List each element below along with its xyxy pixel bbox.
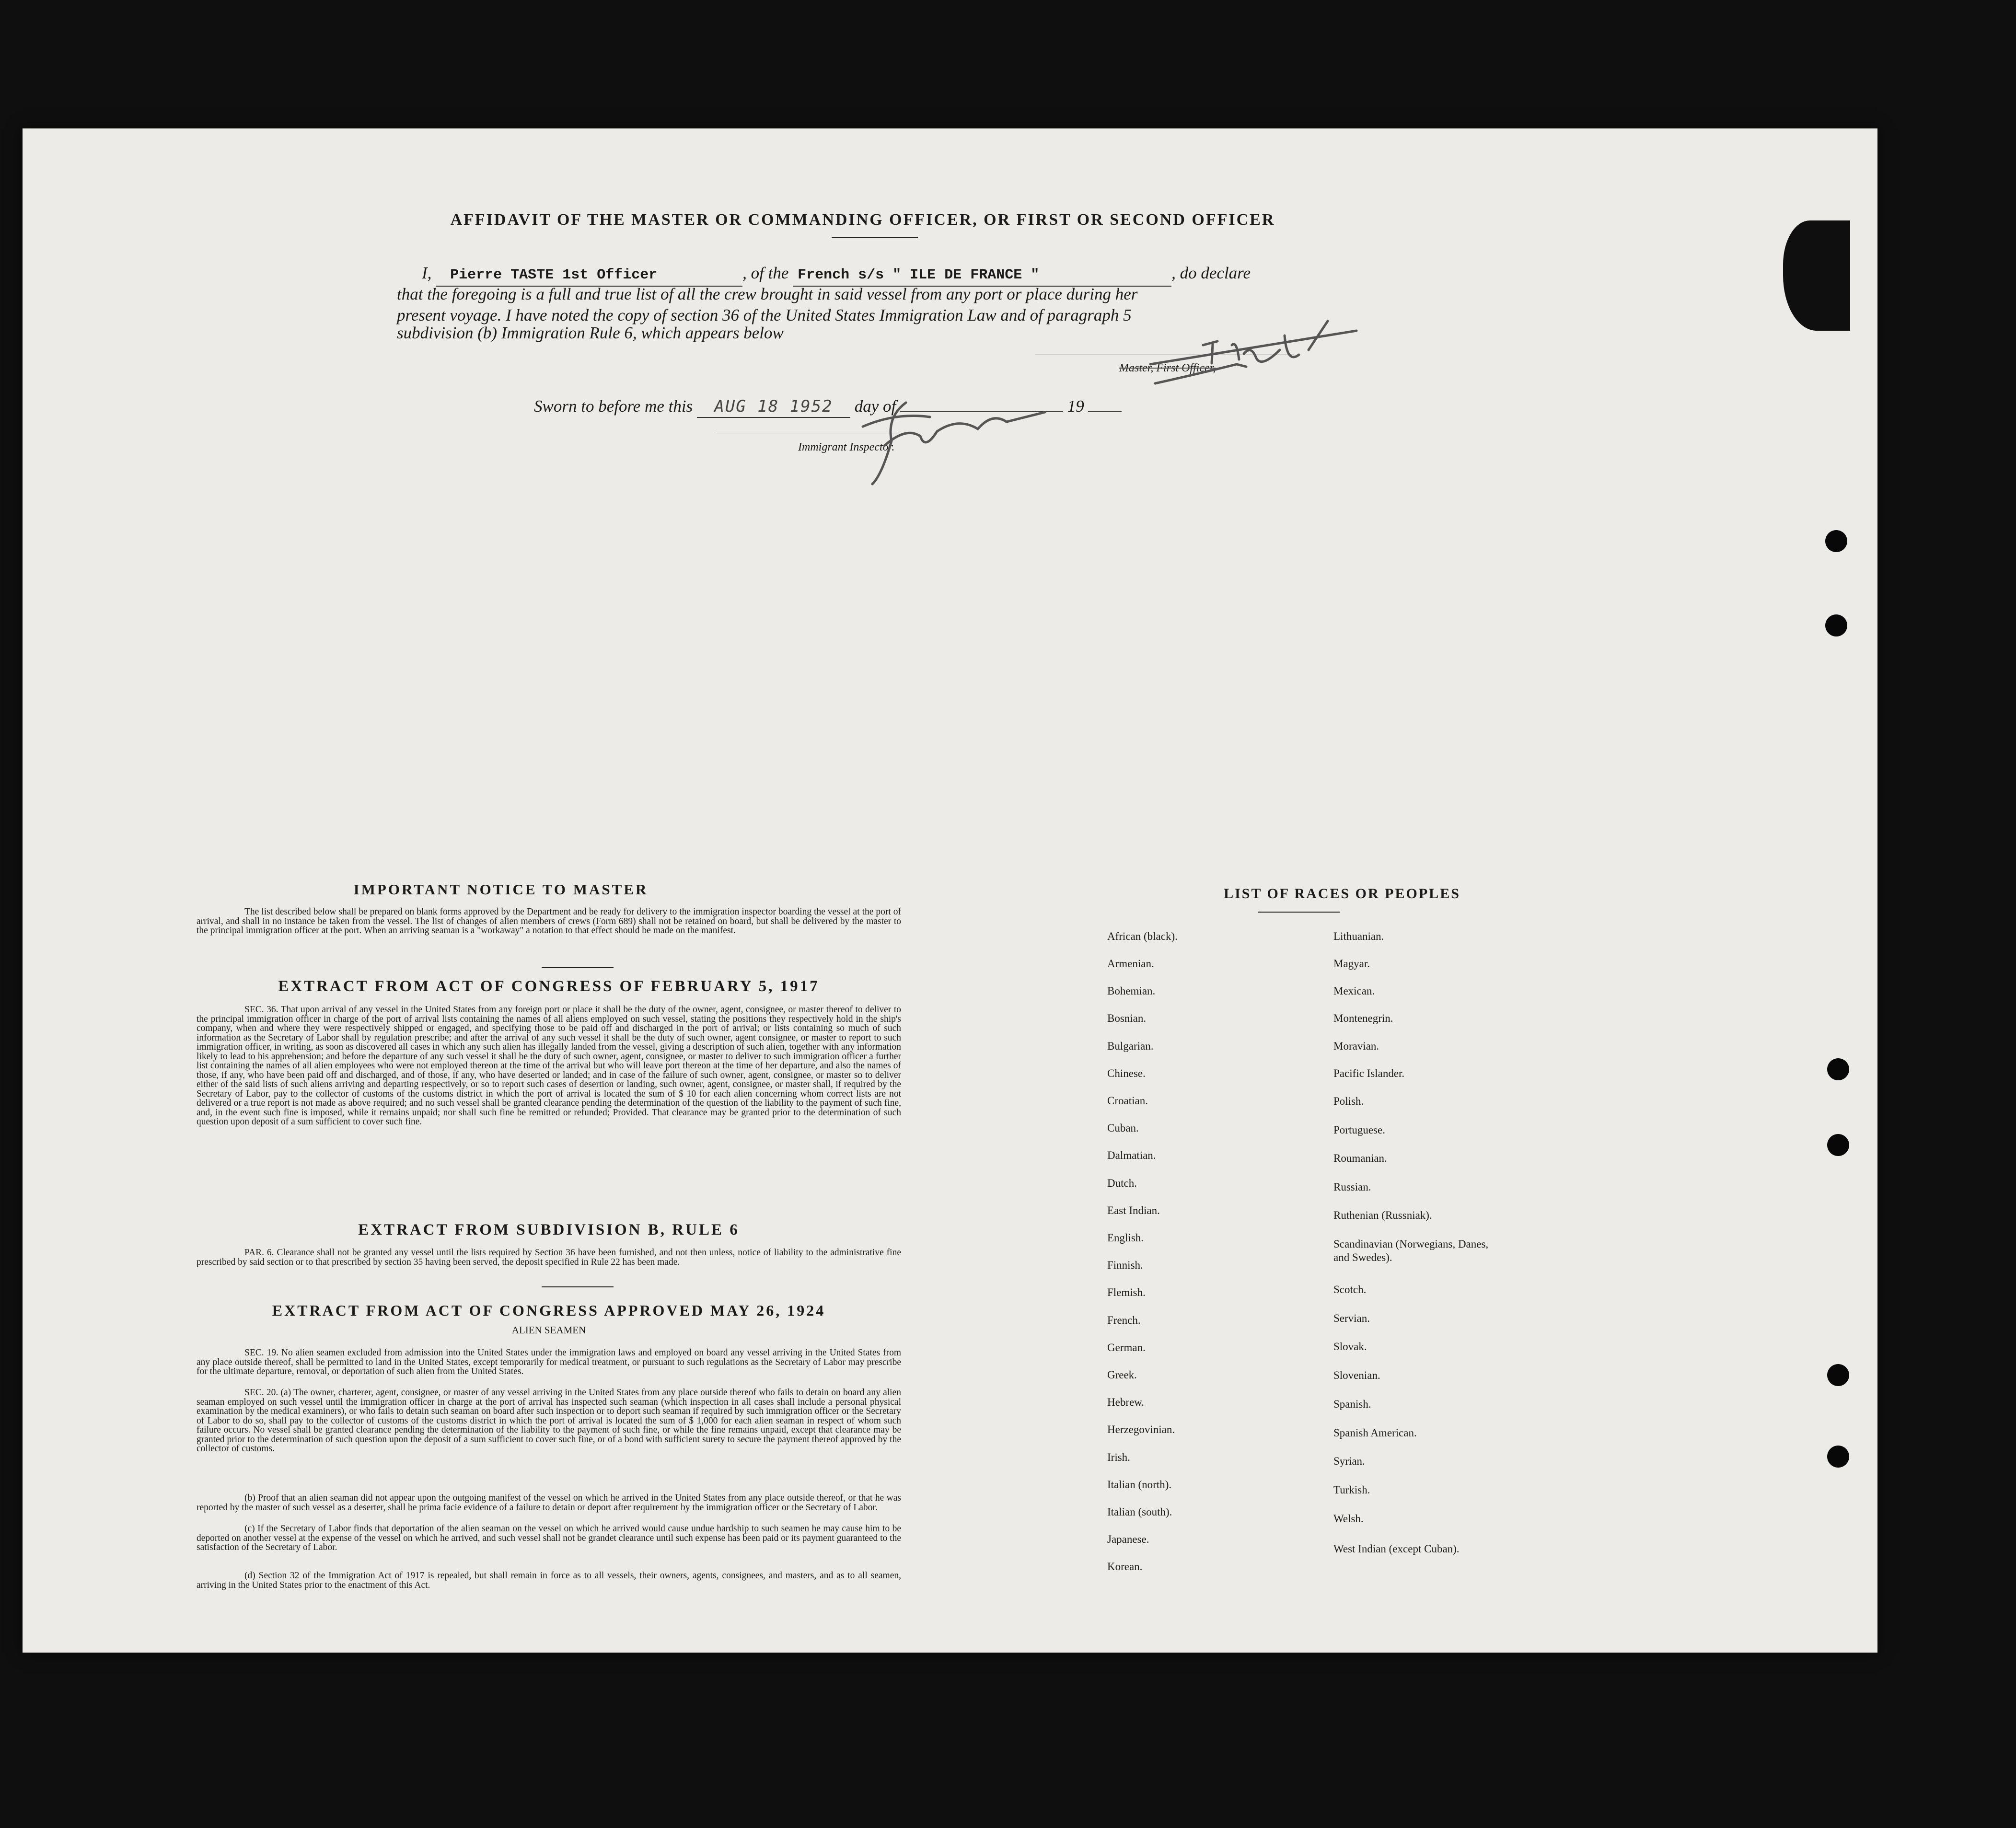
race-item: Italian (south). [1107,1506,1172,1518]
extract-rule6-title: EXTRACT FROM SUBDIVISION B, RULE 6 [358,1221,740,1238]
inspector-signature [834,383,1083,494]
race-item: Turkish. [1333,1484,1370,1496]
officer-caption: Master, First Officer, [1119,362,1216,374]
race-item: East Indian. [1107,1204,1160,1216]
inspector-caption: Immigrant Inspector. [798,441,895,453]
sworn-day-of: day of [854,397,896,416]
race-item: Bosnian. [1107,1012,1147,1024]
affidavit-line-4: subdivision (b) Immigration Rule 6, which appears below [397,324,784,342]
punch-hole [1827,1058,1849,1080]
race-item: Syrian. [1333,1455,1365,1467]
race-item: Greek. [1107,1369,1137,1381]
officer-name: Pierre TASTE 1st Officer [450,267,658,283]
race-item: Scandinavian (Norwegians, Danes, and Swedes). [1333,1238,1489,1263]
punch-hole [1825,614,1847,636]
race-item: Irish. [1107,1451,1130,1463]
race-item: Slovak. [1333,1341,1367,1353]
race-item: English. [1107,1232,1144,1244]
race-item: Polish. [1333,1095,1364,1107]
race-item: West Indian (except Cuban). [1333,1543,1460,1555]
race-item: Russian. [1333,1181,1371,1193]
race-item: Herzegovinian. [1107,1423,1175,1435]
punch-hole [1827,1446,1849,1468]
race-item: Spanish. [1333,1398,1371,1410]
race-item: Japanese. [1107,1533,1149,1545]
race-item: Scotch. [1333,1284,1367,1296]
extract-1917-text: SEC. 36. That upon arrival of any vessel in the United States from any foreign port or place it shall be the duty of the owner, agent, consignee, or master thereof to deliver to the principal immigration officer in charge of the port of arrival lists containing the names of all aliens employed on such vessel, stating the positions they respectively hold in the ship's company, when and where they were respectively shipped or engaged, and specifying those to be paid off and discharged in the port of arrival; or lists containing so much of such information as the Secretary of Labor shall by regulation prescribe; and after the arrival of any such vessel it shall be the duty of such owner, agent consignee, or master to report to such immigration officer, in writing, as soon as discovered all cases in which any such alien has illegally landed from the vessel, giving a description of such alien, together with any information likely to lead to his apprehension; and before the departure of any such vessel it shall be the duty of such owner, agent, consignee, or master to deliver to such immigration officer a further list containing the names of all alien employees who were not employed thereon at the time of the arrival but who will leave port thereon at the time of her departure, and also the names of those, if any, who have been paid off and discharged, and of those, if any, who have deserted or landed; and in case of the failure of such owner, agent, consignee, or master so to deliver either of the said lists of such aliens arriving and departing respectively, or so to report such cases of desertion or landing, such owner, agent, consignee, or master shall, if required by the Secretary of Labor, pay to the collector of customs of the customs district in which the port of arrival is located the sum of $ 10 for each alien concerning whom correct lists are not delivered or a true report is not made as above required; and no such vessel shall be granted clearance pending the determination of the question of the liability to the payment of such fine, and, in the event such fine is imposed, while it remains unpaid; nor shall such fine be remitted or refunded; Provided. That clearance may be granted prior to the determination of such question upon deposit of a sum sufficient to cover such fine. [197,1005,901,1127]
race-item: Croatian. [1107,1095,1148,1107]
rule-1 [542,967,614,968]
punch-hole [1827,1364,1849,1386]
race-item: Ruthenian (Russniak). [1333,1209,1432,1221]
extract-1924-sec20d: (d) Section 32 of the Immigration Act of 1917 is repealed, but shall remain in force as to all vessels, their owners, agents, consignees, and masters, and as to all seamen, arriving in the United States prior to the enactment of this Act. [197,1571,901,1590]
race-item: Italian (north). [1107,1479,1172,1491]
notice-title: IMPORTANT NOTICE TO MASTER [353,881,649,898]
race-item: Korean. [1107,1561,1143,1573]
race-item: Flemish. [1107,1286,1146,1298]
race-item: Dutch. [1107,1177,1137,1189]
race-item: Bohemian. [1107,985,1156,997]
race-item: Bulgarian. [1107,1040,1154,1052]
race-item: Spanish American. [1333,1427,1417,1439]
extract-1924-sec20b: (b) Proof that an alien seaman did not appear upon the outgoing manifest of the vessel on which he arrived in the United States from any place outside thereof, or that he was reported by the master of such vessel as a deserter, shall be prima facie evidence of a failure to detain or deport after requirement by the immigration officer or the Secretary of Labor. [197,1493,901,1513]
race-item: Finnish. [1107,1259,1143,1271]
affidavit-do-declare: , do declare [1171,264,1251,282]
torn-edge [1783,220,1850,331]
extract-rule6-text: PAR. 6. Clearance shall not be granted any vessel until the lists required by Section 36 have been furnished, and not then unless, notice of liability to the administrative fine prescribed by said section or to that prescribed by section 35 having been served, the deposit specified in Rule 22 has been made. [197,1248,901,1267]
extract-1917-title: EXTRACT FROM ACT OF CONGRESS OF FEBRUARY 5, 1917 [278,978,820,995]
race-item: Welsh. [1333,1513,1364,1525]
affidavit-line-3: present voyage. I have noted the copy of section 36 of the United States Immigration Law and of paragraph 5 [397,306,1132,324]
vessel-name: French s/s " ILE DE FRANCE " [798,267,1040,283]
extract-1924-title: EXTRACT FROM ACT OF CONGRESS APPROVED MAY 26, 1924 [272,1302,826,1319]
races-title-underline [1258,912,1340,913]
notice-text: The list described below shall be prepared on blank forms approved by the Department and be ready for delivery to the immigration inspector boarding the vessel at the port of arrival, and shall in no instance be taken from the vessel. The list of changes of alien members of crews (Form 689) shall not be retained on board, but shall be delivered by the master to the principal immigration officer at the port. When an arriving seaman is a "workaway" a notation to that effect should be made on the manifest. [197,907,901,936]
punch-hole [1827,1134,1849,1156]
race-item: Mexican. [1333,985,1375,997]
sworn-year: 19 [1067,397,1084,416]
affidavit-i: I, [422,264,432,282]
race-item: Roumanian. [1333,1152,1387,1164]
date-stamp: AUG 18 1952 [714,397,833,416]
race-item: Dalmatian. [1107,1149,1156,1161]
sworn-prefix: Sworn to before me this [534,397,693,416]
race-item: Hebrew. [1107,1396,1145,1408]
race-item: Slovenian. [1333,1369,1380,1381]
extract-1924-sec20a: SEC. 20. (a) The owner, charterer, agent, consignee, or master of any vessel arriving in the United States from any place outside thereof who fails to detain on board any alien seaman employed on such vessel until the immigration officer in charge at the port of arrival has inspected such seaman (which inspection in all cases shall include a personal physical examination by the medical examiners), or who fails to detain such seaman on board after such inspection or to deport such seaman if required by such immigration officer or the Secretary of Labor to do so, shall pay to the collector of customs of the customs district in which the port of arrival is located the sum of $ 1,000 for each alien seaman in respect of whom such failure occurs. No vessel shall be granted clearance pending the determination of the liability to the payment of such fine, or while the fine remains unpaid, except that clearance may be granted prior to the determination of such question upon the deposit of a sum sufficient to cover such fine, or of a bond with sufficient surety to secure the payment thereof approved by the collector of customs. [197,1388,901,1454]
extract-1924-sec19: SEC. 19. No alien seamen excluded from admission into the United States under the immigration laws and employed on board any vessel arriving in the United States from any place outside thereof, shall be permitted to land in the United States, except temporarily for medical treatment, or pursuant to such regulations as the Secretary of Labor may prescribe for the ultimate departure, removal, or deportation of such alien from the United States. [197,1348,901,1377]
extract-1924-sec20c: (c) If the Secretary of Labor finds that deportation of the alien seaman on the vessel on which he arrived would cause undue hardship to such seamen he may cause him to be deported on another vessel at the expense of the vessel on which he arrived, and such vessel shall not be grandet clearance until such expense has been paid or its payment guaranteed to the satisfaction of the Secretary of Labor. [197,1524,901,1552]
race-item: Portuguese. [1333,1124,1385,1136]
affidavit-line-1 [422,263,1332,287]
officer-signature [1141,312,1361,398]
race-item: French. [1107,1314,1141,1326]
affidavit-title: AFFIDAVIT OF THE MASTER OR COMMANDING OFFICER, OR FIRST OR SECOND OFFICER [450,211,1275,229]
title-underline [832,237,918,238]
race-item: Pacific Islander. [1333,1067,1405,1079]
affidavit-of-the: , of the [742,264,789,282]
race-item: Armenian. [1107,958,1154,970]
punch-hole [1825,530,1847,552]
race-item: Lithuanian. [1333,930,1384,942]
race-item: Cuban. [1107,1122,1139,1134]
race-item: Servian. [1333,1312,1370,1324]
race-item: Montenegrin. [1333,1012,1393,1024]
races-title: LIST OF RACES OR PEOPLES [1224,886,1460,902]
race-item: Moravian. [1333,1040,1379,1052]
race-item: African (black). [1107,930,1178,942]
affidavit-line-2: that the foregoing is a full and true list of all the crew brought in said vessel from any port or place during her [397,285,1138,303]
race-item: Chinese. [1107,1067,1146,1079]
rule-2 [542,1286,614,1287]
race-item: German. [1107,1342,1146,1354]
extract-1924-subtitle: ALIEN SEAMEN [511,1324,586,1336]
race-item: Magyar. [1333,958,1370,970]
